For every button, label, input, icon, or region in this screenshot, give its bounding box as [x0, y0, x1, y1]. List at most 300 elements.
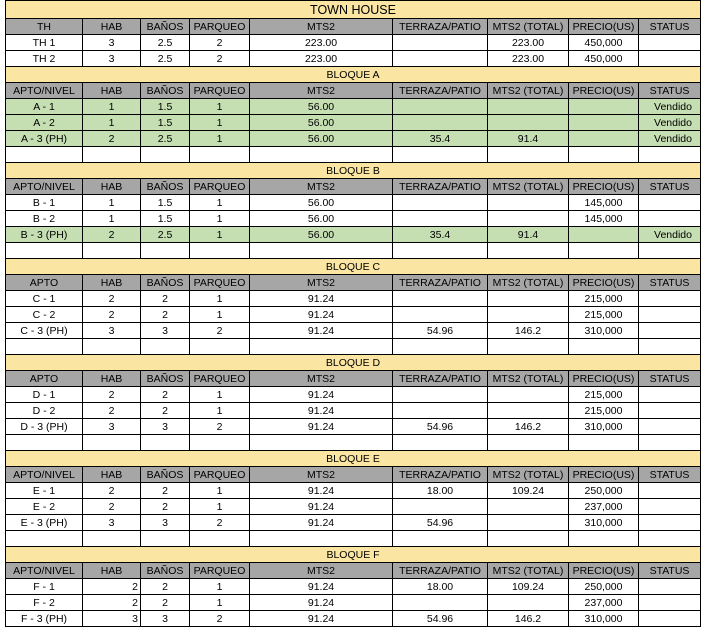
- cell-terraza: 18.00: [393, 579, 488, 595]
- cell-mts2: 56.00: [250, 195, 393, 211]
- cell-status: [639, 291, 701, 307]
- cell-precio: [569, 227, 639, 243]
- column-header-terraza: TERRAZA/PATIO: [393, 563, 488, 579]
- empty-cell: [141, 435, 190, 451]
- table-row: [6, 323, 701, 339]
- column-header-total: MTS2 (TOTAL): [488, 275, 569, 291]
- cell-mts2: 56.00: [250, 99, 393, 115]
- table-row: [6, 387, 701, 403]
- cell-total: 109.24: [488, 579, 569, 595]
- cell-banos: 1.5: [141, 115, 190, 131]
- cell-mts2: 56.00: [250, 131, 393, 147]
- cell-hab: 1: [83, 195, 141, 211]
- cell-status: [639, 51, 701, 67]
- column-header-row: [6, 467, 701, 483]
- cell-total: 146.2: [488, 323, 569, 339]
- empty-cell: [250, 531, 393, 547]
- table-row: [6, 611, 701, 627]
- cell-banos: 3: [141, 419, 190, 435]
- table-row: [6, 307, 701, 323]
- cell-terraza: [393, 403, 488, 419]
- cell-total: 223.00: [488, 51, 569, 67]
- cell-precio: 215,000: [569, 307, 639, 323]
- empty-cell: [393, 147, 488, 163]
- cell-banos: 1.5: [141, 211, 190, 227]
- section-title-row-bloque-c: [6, 259, 701, 275]
- cell-parqueo: 2: [190, 611, 250, 627]
- section-title-row-bloque-d: [6, 355, 701, 371]
- cell-hab: 1: [83, 211, 141, 227]
- section-title: BLOQUE A: [6, 67, 701, 83]
- column-header-unit: APTO/NIVEL: [6, 179, 83, 195]
- cell-parqueo: 1: [190, 595, 250, 611]
- cell-terraza: 54.96: [393, 515, 488, 531]
- cell-terraza: [393, 195, 488, 211]
- cell-status: [639, 387, 701, 403]
- column-header-row: [6, 83, 701, 99]
- spacer-row: [6, 147, 701, 163]
- cell-total: 223.00: [488, 35, 569, 51]
- cell-banos: 2: [141, 595, 190, 611]
- cell-hab: 3: [83, 419, 141, 435]
- cell-terraza: [393, 499, 488, 515]
- table-row: [6, 515, 701, 531]
- column-header-precio: PRECIO(US): [569, 467, 639, 483]
- column-header-total: MTS2 (TOTAL): [488, 371, 569, 387]
- column-header-terraza: TERRAZA/PATIO: [393, 179, 488, 195]
- cell-terraza: [393, 307, 488, 323]
- section-title: BLOQUE E: [6, 451, 701, 467]
- table-row: [6, 579, 701, 595]
- cell-hab: 3: [83, 35, 141, 51]
- empty-cell: [6, 339, 83, 355]
- cell-precio: 215,000: [569, 291, 639, 307]
- cell-terraza: [393, 115, 488, 131]
- empty-cell: [393, 531, 488, 547]
- cell-banos: 1.5: [141, 99, 190, 115]
- column-header-unit: APTO/NIVEL: [6, 83, 83, 99]
- column-header-banos: BAÑOS: [141, 563, 190, 579]
- empty-cell: [639, 339, 701, 355]
- cell-banos: 2: [141, 387, 190, 403]
- cell-terraza: [393, 35, 488, 51]
- cell-parqueo: 1: [190, 579, 250, 595]
- column-header-precio: PRECIO(US): [569, 83, 639, 99]
- column-header-hab: HAB: [83, 563, 141, 579]
- cell-mts2: 91.24: [250, 611, 393, 627]
- cell-total: [488, 403, 569, 419]
- cell-mts2: 223.00: [250, 35, 393, 51]
- column-header-mts2: MTS2: [250, 563, 393, 579]
- cell-unit: F - 1: [6, 579, 83, 595]
- section-title: BLOQUE C: [6, 259, 701, 275]
- cell-precio: 310,000: [569, 323, 639, 339]
- column-header-row: [6, 563, 701, 579]
- column-header-terraza: TERRAZA/PATIO: [393, 467, 488, 483]
- cell-terraza: 35.4: [393, 131, 488, 147]
- cell-unit: TH 2: [6, 51, 83, 67]
- cell-status: [639, 211, 701, 227]
- cell-status: Vendido: [639, 227, 701, 243]
- column-header-status: STATUS: [639, 19, 701, 35]
- cell-total: [488, 515, 569, 531]
- column-header-row: [6, 19, 701, 35]
- cell-precio: 450,000: [569, 51, 639, 67]
- empty-cell: [83, 531, 141, 547]
- column-header-status: STATUS: [639, 467, 701, 483]
- cell-parqueo: 1: [190, 131, 250, 147]
- cell-precio: 237,000: [569, 595, 639, 611]
- empty-cell: [141, 243, 190, 259]
- column-header-status: STATUS: [639, 275, 701, 291]
- table-row: [6, 499, 701, 515]
- cell-terraza: [393, 51, 488, 67]
- column-header-status: STATUS: [639, 371, 701, 387]
- cell-total: [488, 387, 569, 403]
- cell-hab: 2: [83, 131, 141, 147]
- cell-banos: 3: [141, 611, 190, 627]
- cell-precio: 145,000: [569, 195, 639, 211]
- empty-cell: [488, 147, 569, 163]
- price-list-table: [5, 0, 701, 627]
- cell-banos: 2: [141, 499, 190, 515]
- cell-terraza: [393, 211, 488, 227]
- cell-parqueo: 1: [190, 291, 250, 307]
- column-header-banos: BAÑOS: [141, 19, 190, 35]
- empty-cell: [393, 243, 488, 259]
- section-title: TOWN HOUSE: [6, 1, 701, 19]
- cell-mts2: 91.24: [250, 483, 393, 499]
- cell-status: [639, 307, 701, 323]
- empty-cell: [6, 243, 83, 259]
- cell-hab: 2: [83, 579, 141, 595]
- cell-parqueo: 1: [190, 211, 250, 227]
- column-header-terraza: TERRAZA/PATIO: [393, 371, 488, 387]
- cell-precio: 215,000: [569, 387, 639, 403]
- cell-banos: 2: [141, 291, 190, 307]
- column-header-row: [6, 371, 701, 387]
- column-header-total: MTS2 (TOTAL): [488, 19, 569, 35]
- column-header-total: MTS2 (TOTAL): [488, 563, 569, 579]
- table-row: [6, 483, 701, 499]
- cell-banos: 2.5: [141, 51, 190, 67]
- section-title-row-bloque-e: [6, 451, 701, 467]
- cell-unit: B - 1: [6, 195, 83, 211]
- column-header-hab: HAB: [83, 179, 141, 195]
- cell-status: Vendido: [639, 115, 701, 131]
- cell-precio: 145,000: [569, 211, 639, 227]
- column-header-banos: BAÑOS: [141, 275, 190, 291]
- cell-hab: 2: [83, 227, 141, 243]
- cell-terraza: 54.96: [393, 611, 488, 627]
- column-header-hab: HAB: [83, 19, 141, 35]
- cell-precio: 237,000: [569, 499, 639, 515]
- cell-unit: D - 2: [6, 403, 83, 419]
- cell-banos: 2: [141, 579, 190, 595]
- cell-hab: 2: [83, 387, 141, 403]
- cell-mts2: 91.24: [250, 579, 393, 595]
- cell-hab: 2: [83, 307, 141, 323]
- cell-unit: F - 3 (PH): [6, 611, 83, 627]
- cell-mts2: 91.24: [250, 515, 393, 531]
- cell-mts2: 91.24: [250, 291, 393, 307]
- column-header-precio: PRECIO(US): [569, 563, 639, 579]
- column-header-precio: PRECIO(US): [569, 371, 639, 387]
- cell-unit: A - 1: [6, 99, 83, 115]
- section-title: BLOQUE B: [6, 163, 701, 179]
- empty-cell: [190, 147, 250, 163]
- cell-status: [639, 579, 701, 595]
- cell-mts2: 91.24: [250, 307, 393, 323]
- cell-hab: 2: [83, 291, 141, 307]
- column-header-terraza: TERRAZA/PATIO: [393, 83, 488, 99]
- cell-parqueo: 1: [190, 195, 250, 211]
- cell-banos: 2: [141, 307, 190, 323]
- column-header-row: [6, 275, 701, 291]
- column-header-unit: APTO/NIVEL: [6, 467, 83, 483]
- cell-status: [639, 483, 701, 499]
- column-header-banos: BAÑOS: [141, 371, 190, 387]
- section-title-row-bloque-a: [6, 67, 701, 83]
- cell-total: 91.4: [488, 131, 569, 147]
- empty-cell: [83, 243, 141, 259]
- cell-total: [488, 115, 569, 131]
- cell-total: [488, 99, 569, 115]
- cell-precio: 250,000: [569, 579, 639, 595]
- cell-status: [639, 35, 701, 51]
- cell-unit: E - 3 (PH): [6, 515, 83, 531]
- column-header-unit: TH: [6, 19, 83, 35]
- cell-hab: 1: [83, 115, 141, 131]
- empty-cell: [250, 147, 393, 163]
- cell-hab: 2: [83, 483, 141, 499]
- column-header-banos: BAÑOS: [141, 467, 190, 483]
- empty-cell: [190, 243, 250, 259]
- cell-precio: [569, 115, 639, 131]
- cell-precio: 310,000: [569, 419, 639, 435]
- empty-cell: [639, 531, 701, 547]
- section-title: BLOQUE F: [6, 547, 701, 563]
- cell-status: [639, 323, 701, 339]
- cell-parqueo: 1: [190, 115, 250, 131]
- empty-cell: [639, 435, 701, 451]
- cell-total: [488, 195, 569, 211]
- empty-cell: [639, 147, 701, 163]
- column-header-status: STATUS: [639, 83, 701, 99]
- cell-terraza: 54.96: [393, 323, 488, 339]
- cell-unit: B - 3 (PH): [6, 227, 83, 243]
- cell-mts2: 56.00: [250, 227, 393, 243]
- cell-parqueo: 1: [190, 227, 250, 243]
- table-row: [6, 131, 701, 147]
- spacer-row: [6, 435, 701, 451]
- cell-hab: 1: [83, 99, 141, 115]
- empty-cell: [141, 147, 190, 163]
- column-header-hab: HAB: [83, 371, 141, 387]
- column-header-total: MTS2 (TOTAL): [488, 83, 569, 99]
- cell-unit: A - 3 (PH): [6, 131, 83, 147]
- cell-unit: D - 1: [6, 387, 83, 403]
- empty-cell: [488, 339, 569, 355]
- column-header-banos: BAÑOS: [141, 83, 190, 99]
- cell-total: 109.24: [488, 483, 569, 499]
- empty-cell: [639, 243, 701, 259]
- cell-terraza: [393, 595, 488, 611]
- cell-unit: B - 2: [6, 211, 83, 227]
- column-header-hab: HAB: [83, 83, 141, 99]
- cell-total: [488, 307, 569, 323]
- cell-terraza: [393, 99, 488, 115]
- table-row: [6, 227, 701, 243]
- cell-parqueo: 2: [190, 515, 250, 531]
- table-row: [6, 115, 701, 131]
- empty-cell: [393, 339, 488, 355]
- empty-cell: [250, 243, 393, 259]
- cell-banos: 3: [141, 323, 190, 339]
- section-title-row-bloque-f: [6, 547, 701, 563]
- cell-banos: 2: [141, 483, 190, 499]
- table-row: [6, 211, 701, 227]
- cell-hab: 3: [83, 611, 141, 627]
- table-row: [6, 51, 701, 67]
- column-header-parqueo: PARQUEO: [190, 563, 250, 579]
- cell-status: Vendido: [639, 99, 701, 115]
- cell-mts2: 91.24: [250, 387, 393, 403]
- spacer-row: [6, 339, 701, 355]
- cell-parqueo: 2: [190, 51, 250, 67]
- section-title-row-town-house: [6, 1, 701, 19]
- cell-parqueo: 2: [190, 419, 250, 435]
- column-header-row: [6, 179, 701, 195]
- column-header-status: STATUS: [639, 179, 701, 195]
- table-row: [6, 419, 701, 435]
- column-header-mts2: MTS2: [250, 467, 393, 483]
- empty-cell: [190, 339, 250, 355]
- cell-terraza: [393, 387, 488, 403]
- column-header-unit: APTO/NIVEL: [6, 563, 83, 579]
- column-header-parqueo: PARQUEO: [190, 467, 250, 483]
- cell-status: [639, 499, 701, 515]
- empty-cell: [488, 435, 569, 451]
- column-header-parqueo: PARQUEO: [190, 179, 250, 195]
- table-row: [6, 35, 701, 51]
- cell-precio: 250,000: [569, 483, 639, 499]
- cell-precio: [569, 131, 639, 147]
- empty-cell: [190, 531, 250, 547]
- cell-parqueo: 2: [190, 323, 250, 339]
- cell-total: 146.2: [488, 611, 569, 627]
- section-title: BLOQUE D: [6, 355, 701, 371]
- column-header-parqueo: PARQUEO: [190, 83, 250, 99]
- empty-cell: [569, 243, 639, 259]
- column-header-total: MTS2 (TOTAL): [488, 467, 569, 483]
- column-header-hab: HAB: [83, 467, 141, 483]
- cell-unit: C - 1: [6, 291, 83, 307]
- column-header-precio: PRECIO(US): [569, 179, 639, 195]
- column-header-precio: PRECIO(US): [569, 275, 639, 291]
- cell-total: [488, 595, 569, 611]
- empty-cell: [6, 531, 83, 547]
- cell-parqueo: 1: [190, 403, 250, 419]
- cell-unit: E - 2: [6, 499, 83, 515]
- table-row: [6, 291, 701, 307]
- cell-terraza: [393, 291, 488, 307]
- table-row: [6, 99, 701, 115]
- cell-precio: 310,000: [569, 515, 639, 531]
- cell-hab: 3: [83, 515, 141, 531]
- empty-cell: [250, 435, 393, 451]
- column-header-banos: BAÑOS: [141, 179, 190, 195]
- empty-cell: [6, 147, 83, 163]
- cell-mts2: 91.24: [250, 499, 393, 515]
- section-title-row-bloque-b: [6, 163, 701, 179]
- empty-cell: [141, 339, 190, 355]
- column-header-unit: APTO: [6, 275, 83, 291]
- cell-mts2: 56.00: [250, 211, 393, 227]
- cell-precio: 215,000: [569, 403, 639, 419]
- cell-unit: C - 2: [6, 307, 83, 323]
- column-header-unit: APTO: [6, 371, 83, 387]
- empty-cell: [569, 531, 639, 547]
- cell-parqueo: 1: [190, 387, 250, 403]
- column-header-status: STATUS: [639, 563, 701, 579]
- cell-mts2: 56.00: [250, 115, 393, 131]
- cell-terraza: 18.00: [393, 483, 488, 499]
- cell-hab: 3: [83, 51, 141, 67]
- spacer-row: [6, 243, 701, 259]
- cell-total: [488, 211, 569, 227]
- cell-mts2: 91.24: [250, 595, 393, 611]
- cell-banos: 3: [141, 515, 190, 531]
- cell-mts2: 91.24: [250, 419, 393, 435]
- cell-parqueo: 1: [190, 99, 250, 115]
- empty-cell: [6, 435, 83, 451]
- table-row: [6, 195, 701, 211]
- table-row: [6, 403, 701, 419]
- cell-status: [639, 195, 701, 211]
- cell-terraza: 54.96: [393, 419, 488, 435]
- table-row: [6, 595, 701, 611]
- empty-cell: [569, 435, 639, 451]
- cell-total: [488, 499, 569, 515]
- cell-banos: 2.5: [141, 227, 190, 243]
- column-header-mts2: MTS2: [250, 83, 393, 99]
- cell-hab: 2: [83, 499, 141, 515]
- cell-mts2: 91.24: [250, 323, 393, 339]
- cell-banos: 2.5: [141, 131, 190, 147]
- cell-banos: 2.5: [141, 35, 190, 51]
- cell-unit: A - 2: [6, 115, 83, 131]
- column-header-mts2: MTS2: [250, 275, 393, 291]
- column-header-hab: HAB: [83, 275, 141, 291]
- spacer-row: [6, 531, 701, 547]
- column-header-total: MTS2 (TOTAL): [488, 179, 569, 195]
- cell-terraza: 35.4: [393, 227, 488, 243]
- cell-mts2: 91.24: [250, 403, 393, 419]
- cell-unit: C - 3 (PH): [6, 323, 83, 339]
- empty-cell: [488, 243, 569, 259]
- cell-parqueo: 1: [190, 307, 250, 323]
- cell-precio: 310,000: [569, 611, 639, 627]
- cell-unit: F - 2: [6, 595, 83, 611]
- cell-unit: TH 1: [6, 35, 83, 51]
- cell-hab: 2: [83, 595, 141, 611]
- cell-hab: 3: [83, 323, 141, 339]
- column-header-mts2: MTS2: [250, 19, 393, 35]
- column-header-precio: PRECIO(US): [569, 19, 639, 35]
- empty-cell: [141, 531, 190, 547]
- empty-cell: [569, 339, 639, 355]
